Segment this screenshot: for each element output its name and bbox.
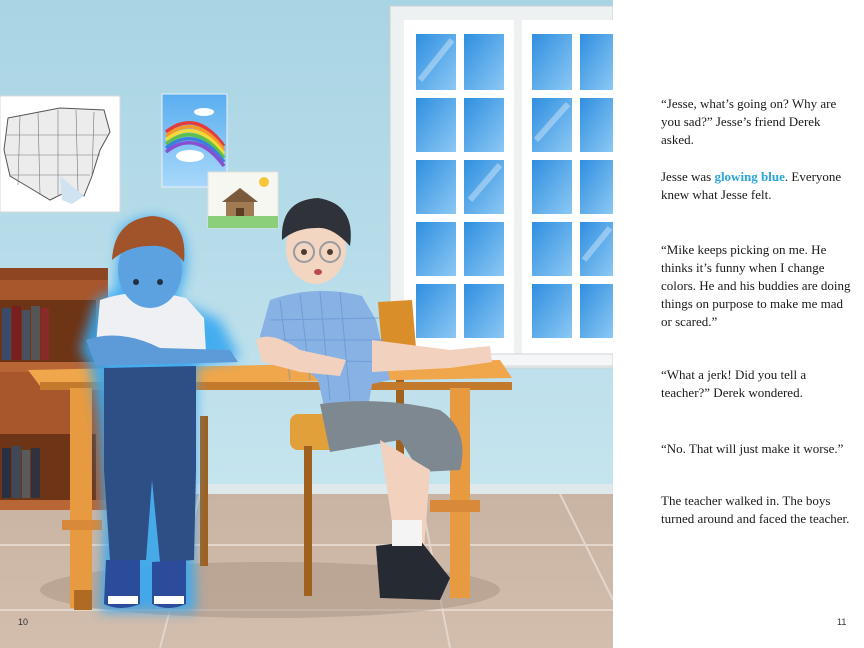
paragraph-6: The teacher walked in. The boys turned around and faced the teacher. xyxy=(661,493,850,526)
paragraph-2-before: Jesse was xyxy=(661,169,715,184)
house-drawing-poster xyxy=(208,172,278,228)
text-page xyxy=(613,0,864,648)
paragraph-5: “No. That will just make it worse.” xyxy=(661,441,844,456)
highlighted-phrase: glowing blue xyxy=(714,169,785,184)
paragraph-3: “Mike keeps picking on me. He thinks it’s funny when I change colors. He and his buddies are doing things on purpose to make me mad or scared.” xyxy=(661,242,851,329)
page-number-right: 11 xyxy=(837,617,847,627)
chair-left xyxy=(200,416,208,566)
books-top xyxy=(2,306,49,360)
page-number-left: 10 xyxy=(18,617,29,627)
us-map-poster xyxy=(0,96,120,212)
paragraph-4: “What a jerk! Did you tell a teacher?” Derek wondered. xyxy=(661,367,807,400)
paragraph-2 xyxy=(661,168,856,204)
paragraph-2-after: . Everyone knew what Jesse felt. xyxy=(661,169,842,202)
window xyxy=(384,6,613,368)
paragraph-1: “Jesse, what’s going on? Why are you sad?” Jesse’s friend Derek asked. xyxy=(661,96,837,147)
books-bottom xyxy=(2,446,40,498)
